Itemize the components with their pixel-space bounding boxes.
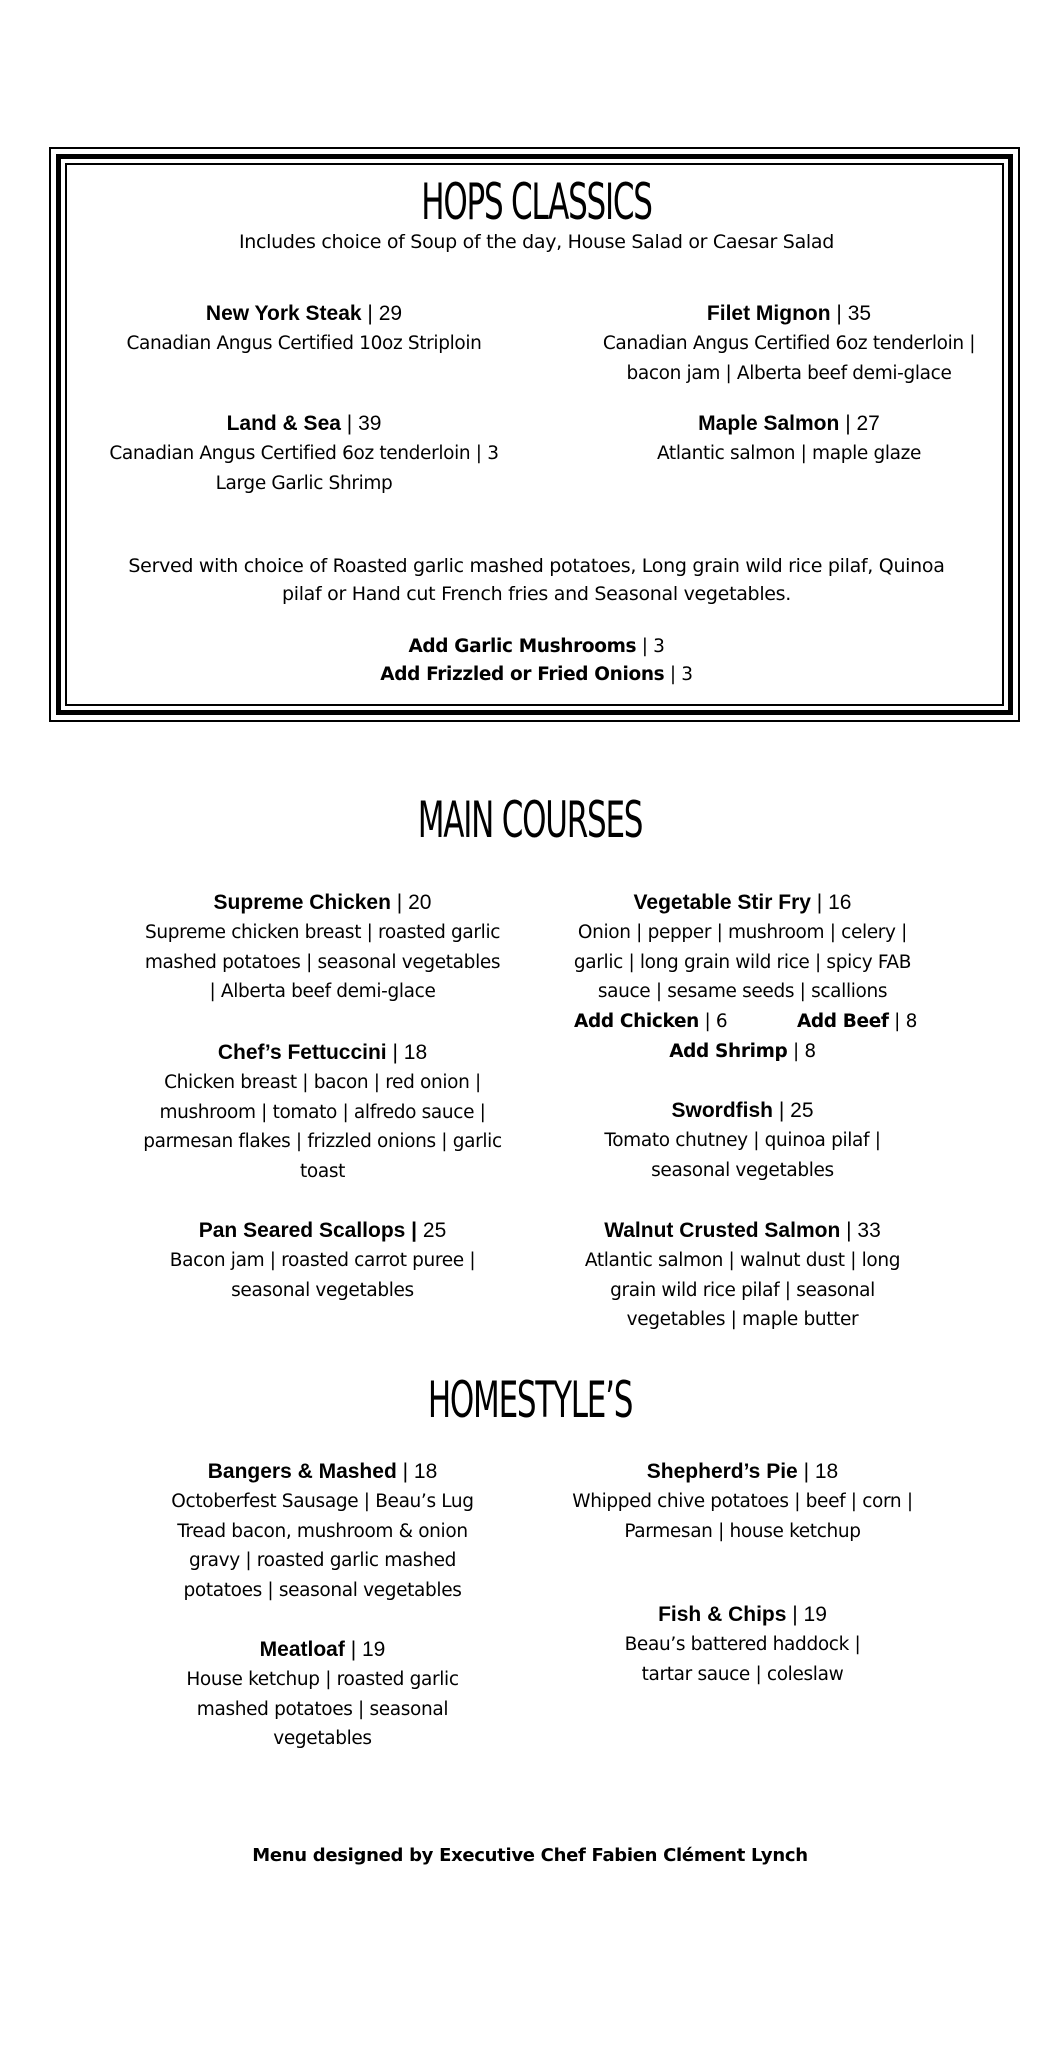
- item-name: Meatloaf: [259, 1638, 345, 1661]
- item-description: Whipped chive potatoes | beef | corn | Parmesan | house ketchup: [572, 1491, 913, 1542]
- item-name: Vegetable Stir Fry: [633, 891, 811, 914]
- item-description: Atlantic salmon | walnut dust | long grain wild rice pilaf | seasonal vegetables | maple butter: [584, 1250, 901, 1330]
- item-price: | 16: [816, 891, 852, 914]
- item-price: | 19: [792, 1603, 827, 1626]
- item-name: Swordfish: [671, 1099, 773, 1122]
- addon-price: | 3: [641, 636, 665, 657]
- item-price: | 18: [803, 1460, 839, 1483]
- menu-item-pan-seared-scallops: [140, 1216, 505, 1305]
- item-name: Supreme Chicken: [213, 891, 391, 914]
- addon-price: | 8: [792, 1041, 816, 1062]
- addon-name: Add Frizzled or Fried Onions: [380, 664, 665, 685]
- menu-item-bangers-and-mashed: [150, 1457, 495, 1605]
- menu-item-walnut-crusted-salmon: [560, 1216, 925, 1335]
- item-price: | 18: [392, 1041, 428, 1064]
- hops-classics-subtitle: Includes choice of Soup of the day, House Salad or Caesar Salad: [238, 231, 834, 253]
- item-price: | 18: [402, 1460, 438, 1483]
- item-description: Supreme chicken breast | roasted garlic mashed potatoes | seasonal vegetables | Alberta beef demi-glace: [144, 922, 501, 1002]
- item-name: Bangers & Mashed: [207, 1460, 397, 1483]
- item-name: Land & Sea: [226, 412, 341, 435]
- item-price: | 25: [778, 1099, 814, 1122]
- menu-item-shepherds-pie: [560, 1457, 925, 1546]
- item-price: | 19: [350, 1638, 386, 1661]
- addon-beef: [745, 1008, 925, 1036]
- item-description: Canadian Angus Certified 6oz tenderloin | 3 Large Garlic Shrimp: [109, 443, 499, 494]
- item-price: | 33: [846, 1219, 881, 1242]
- item-description: Chicken breast | bacon | red onion | mushroom | tomato | alfredo sauce | parmesan flakes | frizzled onions | garlic toast: [143, 1072, 502, 1182]
- menu-item-maple-salmon: [589, 409, 989, 469]
- item-name: New York Steak: [205, 302, 362, 325]
- item-description: Onion | pepper | mushroom | celery | garlic | long grain wild rice | spicy FAB sauce | sesame seeds | scallions: [573, 922, 912, 1002]
- item-price: | 39: [346, 412, 382, 435]
- menu-item-new-york-steak: [109, 299, 499, 359]
- item-description: Octoberfest Sausage | Beau’s Lug Tread bacon, mushroom & onion gravy | roasted garlic mashed potatoes | seasonal vegetables: [171, 1491, 474, 1601]
- item-name: Shepherd’s Pie: [646, 1460, 798, 1483]
- item-description: Beau’s battered haddock | tartar sauce | coleslaw: [624, 1634, 861, 1685]
- item-price: | 27: [845, 412, 880, 435]
- menu-item-filet-mignon: [589, 299, 989, 388]
- addon-name: Add Beef: [796, 1011, 889, 1032]
- item-price: | 29: [367, 302, 403, 325]
- menu-item-meatloaf: [150, 1635, 495, 1754]
- homestyles-title: HOMESTYLE’S: [427, 1371, 633, 1429]
- item-price: | 35: [836, 302, 872, 325]
- item-description: Canadian Angus Certified 6oz tenderloin | bacon jam | Alberta beef demi-glace: [602, 333, 976, 384]
- item-description: House ketchup | roasted garlic mashed potatoes | seasonal vegetables: [186, 1669, 459, 1749]
- sides-note: Served with choice of Roasted garlic mashed potatoes, Long grain wild rice pilaf, Quinoa pilaf or Hand cut French fries and Seasonal vegetables.: [128, 555, 945, 605]
- menu-credit: Menu designed by Executive Chef Fabien Clément Lynch: [252, 1845, 808, 1866]
- addon-name: Add Garlic Mushrooms: [408, 636, 637, 657]
- menu-item-swordfish: [560, 1096, 925, 1185]
- menu-item-supreme-chicken: [140, 888, 505, 1007]
- item-name: Maple Salmon: [698, 412, 840, 435]
- addon-frizzled-onions: [69, 661, 1004, 689]
- hops-classics-title: HOPS CLASSICS: [421, 173, 652, 231]
- item-name: Filet Mignon: [706, 302, 831, 325]
- item-name: Chef’s Fettuccini: [217, 1041, 387, 1064]
- hops-classics-section: [69, 167, 1000, 702]
- addon-price: | 8: [894, 1011, 917, 1032]
- item-price: 25: [422, 1219, 447, 1242]
- item-name: Pan Seared Scallops |: [198, 1219, 418, 1242]
- addon-name: Add Chicken: [574, 1011, 699, 1032]
- menu-item-fish-and-chips: [560, 1600, 925, 1689]
- addon-shrimp: [560, 1038, 925, 1066]
- addon-name: Add Shrimp: [669, 1041, 788, 1062]
- addon-chicken: [560, 1008, 749, 1036]
- item-description: Canadian Angus Certified 10oz Striploin: [126, 333, 482, 354]
- item-description: Tomato chutney | quinoa pilaf | seasonal vegetables: [604, 1130, 881, 1181]
- addon-price: | 3: [669, 664, 693, 685]
- item-name: Walnut Crusted Salmon: [604, 1219, 841, 1242]
- main-courses-title: MAIN COURSES: [417, 791, 643, 849]
- addon-price: | 6: [704, 1011, 728, 1032]
- addon-garlic-mushrooms: [69, 633, 1004, 661]
- menu-item-land-and-sea: [109, 409, 499, 498]
- item-price: | 20: [396, 891, 432, 914]
- item-description: Bacon jam | roasted carrot puree | seasonal vegetables: [169, 1250, 476, 1301]
- menu-item-vegetable-stir-fry: [560, 888, 925, 1007]
- menu-item-chefs-fettuccini: [140, 1038, 505, 1186]
- hops-classics-frame: [49, 147, 1020, 722]
- item-name: Fish & Chips: [658, 1603, 787, 1626]
- item-description: Atlantic salmon | maple glaze: [656, 443, 922, 464]
